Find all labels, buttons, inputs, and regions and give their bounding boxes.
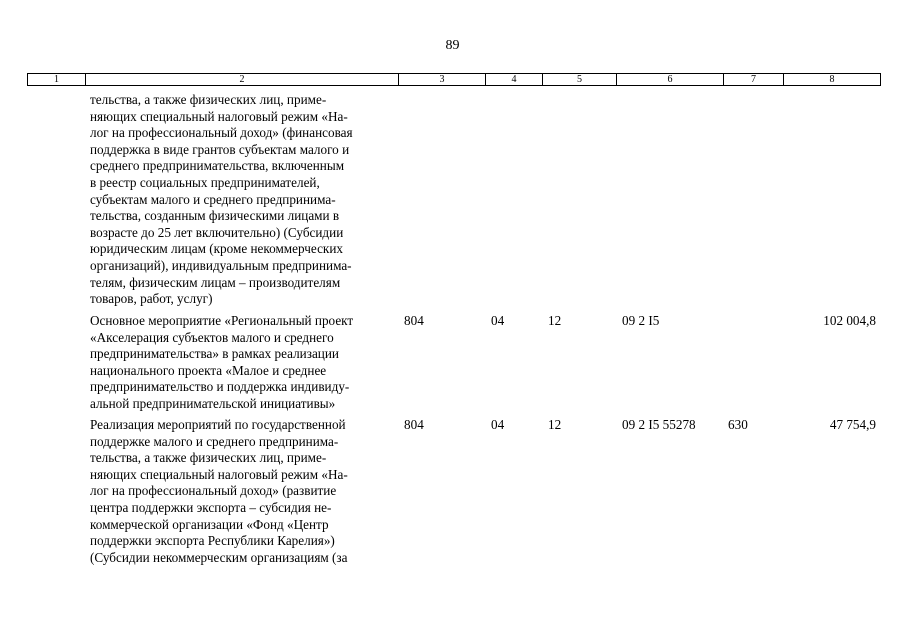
description-line: поддержке малого и среднего предпринима- bbox=[90, 433, 339, 449]
section-code: 04 bbox=[491, 417, 505, 432]
ministry-code: 804 bbox=[404, 417, 424, 432]
description-line: альной предпринимательской инициативы» bbox=[90, 395, 336, 411]
ministry-code: 804 bbox=[404, 313, 424, 328]
description-line: лог на профессиональный доход» (финансовая bbox=[90, 125, 353, 141]
description-line: лог на профессиональный доход» (развитие bbox=[90, 483, 337, 499]
amount: 102 004,8 bbox=[823, 313, 876, 328]
subsection-code: 12 bbox=[548, 313, 562, 328]
description-line: «Акселерация субъектов малого и среднего bbox=[90, 329, 334, 345]
description-line: предпринимательства» в рамках реализации bbox=[90, 346, 339, 362]
subsection-code: 12 bbox=[548, 417, 562, 432]
description-line: возрасте до 25 лет включительно) (Субсидии bbox=[90, 224, 344, 240]
description-line: поддержка в виде грантов субъектам малого и bbox=[90, 141, 350, 157]
column-header-table bbox=[27, 73, 881, 86]
target-article-code: 09 2 I5 55278 bbox=[622, 417, 696, 432]
description-line: Основное мероприятие «Региональный проект bbox=[90, 313, 354, 328]
description-line: поддержки экспорта Республики Карелия») bbox=[90, 533, 335, 549]
column-header-3: 3 bbox=[399, 74, 486, 86]
row-description bbox=[90, 417, 395, 566]
column-header-7: 7 bbox=[724, 74, 784, 86]
description-line: юридическим лицам (кроме некоммерческих bbox=[90, 241, 343, 257]
description-line: (Субсидии некоммерческим организациям (за bbox=[90, 549, 348, 565]
column-header-6: 6 bbox=[617, 74, 724, 86]
description-line: Реализация мероприятий по государственной bbox=[90, 417, 346, 432]
column-header-row bbox=[28, 74, 881, 86]
description-line: центра поддержки экспорта – субсидия не- bbox=[90, 499, 332, 515]
target-article-code: 09 2 I5 bbox=[622, 313, 660, 328]
description-line: тельства, а также физических лиц, приме- bbox=[90, 92, 327, 107]
description-line: телям, физическим лицам – производителям bbox=[90, 274, 341, 290]
section-code: 04 bbox=[491, 313, 505, 328]
description-line: товаров, работ, услуг) bbox=[90, 291, 213, 307]
row-description bbox=[90, 92, 395, 308]
description-line: тельства, а также физических лиц, приме- bbox=[90, 450, 327, 466]
description-line: национального проекта «Малое и среднее bbox=[90, 362, 327, 378]
expense-type-code: 630 bbox=[728, 417, 748, 432]
description-line: няющих специальный налоговый режим «На- bbox=[90, 108, 348, 124]
column-header-1: 1 bbox=[28, 74, 86, 86]
page-number: 89 bbox=[445, 38, 460, 53]
description-line: предпринимательство и поддержка индивиду- bbox=[90, 379, 350, 395]
column-header-5: 5 bbox=[543, 74, 617, 86]
description-line: коммерческой организации «Фонд «Центр bbox=[90, 516, 329, 532]
column-header-4: 4 bbox=[486, 74, 543, 86]
description-line: тельства, созданным физическими лицами в bbox=[90, 208, 340, 224]
column-header-8: 8 bbox=[784, 74, 881, 86]
description-line: в реестр социальных предпринимателей, bbox=[90, 174, 320, 190]
description-line: субъектам малого и среднего предпринима- bbox=[90, 191, 336, 207]
amount: 47 754,9 bbox=[829, 417, 876, 432]
description-line: няющих специальный налоговый режим «На- bbox=[90, 466, 348, 482]
description-line: организаций), индивидуальным предпринима- bbox=[90, 257, 352, 273]
description-line: среднего предпринимательства, включенным bbox=[90, 158, 345, 174]
column-header-2: 2 bbox=[86, 74, 399, 86]
row-description bbox=[90, 313, 395, 413]
